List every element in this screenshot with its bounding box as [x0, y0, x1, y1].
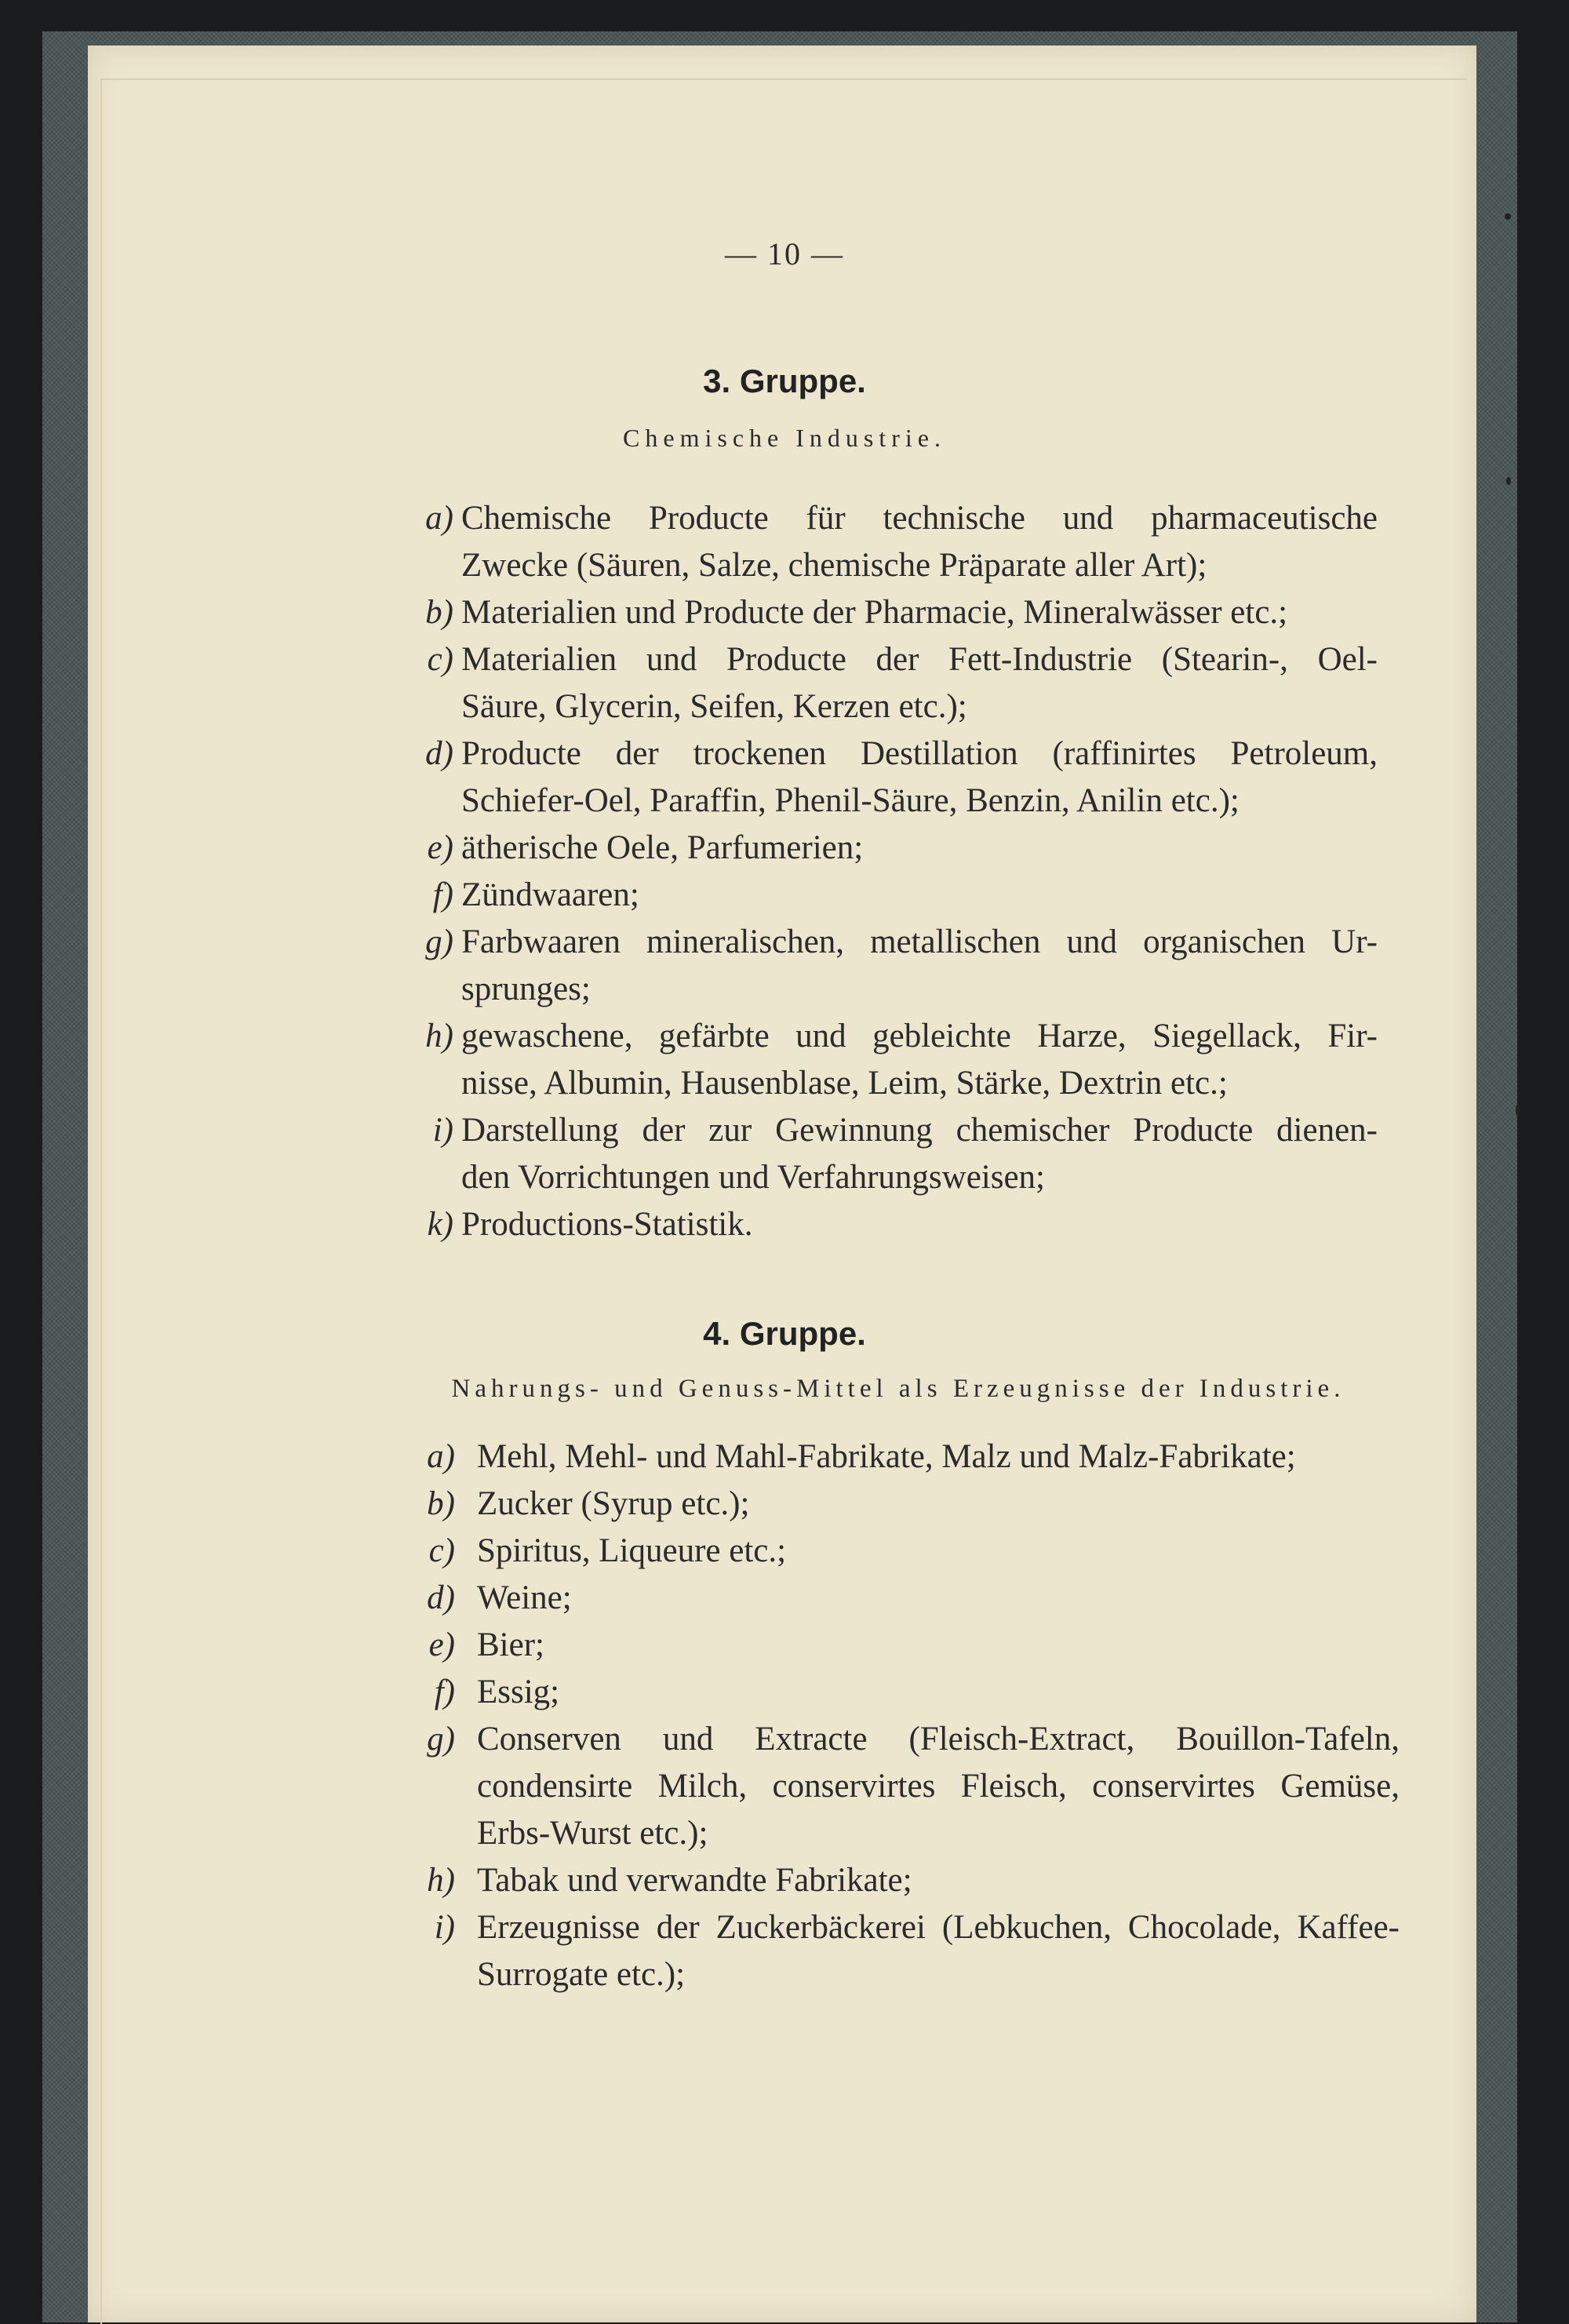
list-item-label: g): [425, 923, 453, 960]
list-item-line: Darstellung der zur Gewinnung chemischer Producte dienen-: [461, 1112, 1378, 1149]
list-item-line: Weine;: [477, 1579, 572, 1616]
list-item-label: a): [427, 1438, 455, 1475]
list-item-label: k): [427, 1206, 453, 1243]
list-item-line: Erzeugnisse der Zuckerbäckerei (Lebkuchen, Chocolade, Kaffee-: [477, 1909, 1400, 1946]
group4-heading: 4. Gruppe.: [703, 1315, 866, 1352]
list-item-line: Mehl, Mehl- und Mahl-Fabrikate, Malz und Malz-Fabrikate;: [477, 1438, 1296, 1475]
list-item-label: g): [427, 1721, 455, 1758]
list-item-line: Producte der trockenen Destillation (raffinirtes Petroleum,: [461, 735, 1378, 772]
list-item-label: f): [432, 876, 453, 913]
list-item-line: sprunges;: [461, 971, 591, 1007]
list-item-line: Materialien und Producte der Fett-Industrie (Stearin-, Oel-: [461, 641, 1378, 678]
list-item-line: nisse, Albumin, Hausenblase, Leim, Stärke, Dextrin etc.;: [461, 1065, 1228, 1102]
group4-subheading: Nahrungs- und Genuss-Mittel als Erzeugnisse der Industrie.: [451, 1375, 1345, 1403]
list-item-line: Zwecke (Säuren, Salze, chemische Präparate aller Art);: [461, 547, 1207, 584]
list-item-line: Säure, Glycerin, Seifen, Kerzen etc.);: [461, 688, 967, 725]
list-item-line: Bier;: [477, 1626, 544, 1663]
list-item-line: Zucker (Syrup etc.);: [477, 1485, 750, 1522]
list-item-label: a): [425, 500, 453, 537]
list-item-label: e): [428, 1626, 455, 1663]
list-item-line: ätherische Oele, Parfumerien;: [461, 829, 864, 866]
list-item-label: d): [427, 1579, 455, 1616]
list-item-line: gewaschene, gefärbte und gebleichte Harze, Siegellack, Fir-: [461, 1018, 1378, 1055]
list-item-label: h): [425, 1018, 453, 1055]
list-item-line: Chemische Producte für technische und pharmaceutische: [461, 500, 1378, 537]
list-item-label: i): [434, 1909, 455, 1946]
list-item-line: Materialien und Producte der Pharmacie, Mineralwässer etc.;: [461, 594, 1288, 631]
list-item-line: condensirte Milch, conservirtes Fleisch, conservirtes Gemüse,: [477, 1768, 1400, 1805]
margin-mark: [1516, 1105, 1520, 1116]
group3-heading: 3. Gruppe.: [703, 362, 866, 399]
list-item-label: c): [427, 641, 453, 678]
list-item-line: Tabak und verwandte Fabrikate;: [477, 1862, 912, 1899]
list-item-line: Productions-Statistik.: [461, 1206, 753, 1243]
list-item-line: Essig;: [477, 1674, 560, 1710]
list-item-label: d): [425, 735, 453, 772]
margin-mark: [1505, 213, 1511, 220]
page-number: — 10 —: [725, 236, 844, 271]
list-item-label: b): [425, 594, 453, 631]
list-item-label: c): [428, 1532, 455, 1569]
list-item-line: Spiritus, Liqueure etc.;: [477, 1532, 787, 1569]
list-item-line: Farbwaaren mineralischen, metallischen und organischen Ur-: [461, 923, 1378, 960]
group3-subheading: Chemische Industrie.: [623, 424, 946, 452]
list-item-line: Erbs-Wurst etc.);: [477, 1815, 708, 1852]
list-item-label: f): [434, 1674, 455, 1710]
margin-mark: [1506, 477, 1511, 485]
list-item-line: Schiefer-Oel, Paraffin, Phenil-Säure, Benzin, Anilin etc.);: [461, 782, 1240, 819]
list-item-line: Surrogate etc.);: [477, 1956, 686, 1993]
list-item-line: den Vorrichtungen und Verfahrungsweisen;: [461, 1159, 1045, 1196]
list-item-line: Zündwaaren;: [461, 876, 639, 913]
list-item-label: b): [427, 1485, 455, 1522]
list-item-label: i): [432, 1112, 453, 1149]
list-item-line: Conserven und Extracte (Fleisch-Extract, Bouillon-Tafeln,: [477, 1721, 1400, 1758]
list-item-label: h): [427, 1862, 455, 1899]
list-item-label: e): [427, 829, 453, 866]
